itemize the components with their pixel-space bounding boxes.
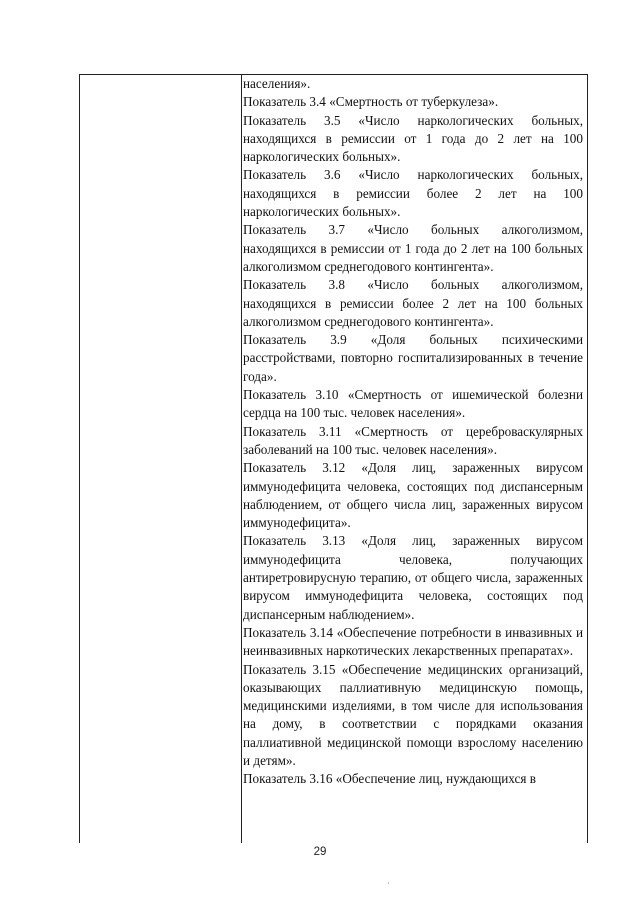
text-paragraph: Показатель 3.5 «Число наркологических больных, находящихся в ремиссии от 1 года до 2 лет на 100 наркологических больных». (243, 112, 583, 165)
text-paragraph: Показатель 3.12 «Доля лиц, зараженных вирусом иммунодефицита человека, состоящих под диспансерным наблюдением, от общего числа лиц, зараженных вирусом иммунодефицита». (243, 460, 583, 531)
column-divider (241, 74, 242, 843)
scan-speck: · (387, 879, 390, 888)
text-paragraph: Показатель 3.16 «Обеспечение лиц, нуждающихся в (243, 771, 536, 787)
text-paragraph: Показатель 3.14 «Обеспечение потребности в инвазивных и неинвазивных наркотических лекарственных препаратах». (243, 624, 583, 659)
text-paragraph: Показатель 3.10 «Смертность от ишемической болезни сердца на 100 тыс. человек населения». (243, 387, 583, 421)
page-number: 29 (313, 846, 327, 858)
text-paragraph: Показатель 3.11 «Смертность от цереброваскулярных заболеваний на 100 тыс. человек населения». (243, 423, 583, 457)
text-paragraph: Показатель 3.13 «Доля лиц, зараженных вирусом иммунодефицита человека, получающих антиретровирусную терапию, от общего числа, зараженных вирусом иммунодефицита человека, состоящих под диспансерным наблюдением». (243, 533, 583, 622)
text-paragraph: Показатель 3.9 «Доля больных психическими расстройствами, повторно госпитализированных в течение года». (243, 332, 583, 384)
text-paragraph: Показатель 3.15 «Обеспечение медицинских организаций, оказывающих паллиативную медицинскую помощь, медицинскими изделиями, в том числе для использования на дому, в соответствии с порядками оказания паллиативной медицинской помощи взрослому населению и детям». (243, 661, 583, 768)
text-paragraph: Показатель 3.6 «Число наркологических больных, находящихся в ремиссии более 2 лет на 100 наркологических больных». (243, 167, 583, 220)
text-paragraph: Показатель 3.4 «Смертность от туберкулеза». (243, 94, 499, 110)
text-paragraph: населения». (243, 76, 311, 91)
text-paragraph: Показатель 3.8 «Число больных алкоголизмом, находящихся в ремиссии более 2 лет на 100 больных алкоголизмом среднегодового контингента». (243, 277, 583, 329)
indicators-column (243, 75, 585, 789)
text-paragraph: Показатель 3.7 «Число больных алкоголизмом, находящихся в ремиссии от 1 года до 2 лет на 100 больных алкоголизмом среднегодового контингента». (243, 222, 583, 274)
